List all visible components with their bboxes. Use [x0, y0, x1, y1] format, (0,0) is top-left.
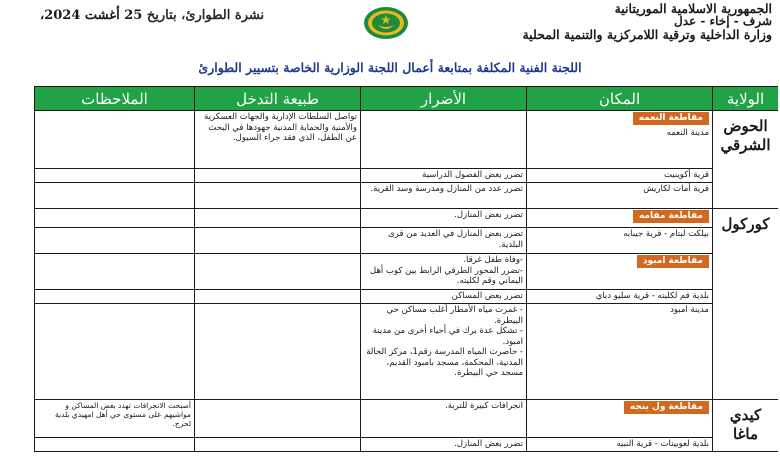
notes-cell: [35, 304, 195, 400]
notes-cell: [35, 111, 195, 169]
wilaya-cell: كيدي ماغا: [713, 400, 779, 452]
notes-cell: [35, 183, 195, 209]
intervention-cell: تواصل السلطات الإدارية والجهات العسكرية والأمنية والحماية المدنية جهودها في البحث عن الطفل، الذي فقد جراء السيول.: [195, 111, 361, 169]
damage-cell: تضرر بعض المنازل في العديد من قرى البلدية.: [361, 228, 527, 254]
notes-cell: [35, 438, 195, 452]
damage-cell: -وفاة طفل غرقا. -تضرر المحور الطرقي الرابط بين كوب أهل اليماني وقم لكليته.: [361, 254, 527, 290]
intervention-cell: [195, 438, 361, 452]
moqataa-badge: مقاطعة امبود: [637, 255, 709, 268]
place-cell: [527, 209, 713, 228]
table-row: [35, 304, 779, 400]
notes-cell: [35, 209, 195, 228]
column-header-intervention: طبيعة التدخل: [195, 87, 361, 111]
place-cell: [527, 254, 713, 290]
moqataa-badge: مقاطعة ول ينجه: [624, 401, 709, 414]
notes-cell: [35, 169, 195, 183]
table-row: [35, 169, 779, 183]
bulletin-date: 25 أغشت 2024،: [40, 8, 143, 23]
moqataa-badge: مقاطعة النعمه: [633, 112, 709, 125]
table-row: [35, 183, 779, 209]
place-cell: بلدية قم لكليته - قرية سليو دباي: [527, 290, 713, 304]
notes-cell: [35, 228, 195, 254]
damage-cell: تضرر بعض المنازل.: [361, 438, 527, 452]
damage-cell: - غمرت مياه الأمطار أغلب مساكن حي البيطرة. - تشكل عدة برك في أحياء أخرى من مدينة امبود. - حاصرت المياه المدرسة رقم1، مركز الحالة المدنية، المحكمة، مسجد بامبود القديم، مسجد حي البيطرة.: [361, 304, 527, 400]
bulletin-line: [40, 8, 264, 23]
table-row: [35, 438, 779, 452]
column-header-notes: الملاحظات: [35, 87, 195, 111]
moqataa-badge: مقاطعة مقامه: [633, 210, 709, 223]
place-cell: مدينة امبود: [527, 304, 713, 400]
emergency-table: [34, 86, 778, 452]
notes-cell: [35, 254, 195, 290]
damage-cell: تضرر بعض المنازل.: [361, 209, 527, 228]
place-cell: بلدية لعويينات - قرية النبيه: [527, 438, 713, 452]
republic-name: الجمهورية الاسلامية الموريتانية: [614, 1, 772, 16]
damage-cell: تضرر عدد من المنازل ومدرسة وسد القرية.: [361, 183, 527, 209]
damage-cell: تضرر بعض المساكن: [361, 290, 527, 304]
intervention-cell: [195, 169, 361, 183]
table-row: [35, 290, 779, 304]
intervention-cell: [195, 209, 361, 228]
place-cell: قرية أكوينيت: [527, 169, 713, 183]
emergency-table-wrapper: [34, 86, 778, 466]
notes-cell: [35, 290, 195, 304]
national-seal-icon: [362, 6, 410, 40]
committee-title: اللجنة الفنية المكلفة بمتابعة أعمال اللجنة الوزارية الخاصة بتسيير الطوارئ: [198, 60, 582, 75]
intervention-cell: [195, 254, 361, 290]
table-row: [35, 111, 779, 169]
national-motto: شرف - إخاء - عدل: [673, 14, 772, 28]
damage-cell: تضرر بعض الفصول الدراسية: [361, 169, 527, 183]
column-header-place: المكان: [527, 87, 713, 111]
column-header-damage: الأضرار: [361, 87, 527, 111]
intervention-cell: [195, 228, 361, 254]
place-cell: [527, 111, 713, 169]
intervention-cell: [195, 290, 361, 304]
intervention-cell: [195, 304, 361, 400]
bulletin-prefix: نشرة الطوارئ، بتاريخ: [142, 8, 265, 23]
table-row: [35, 400, 779, 438]
intervention-cell: [195, 183, 361, 209]
wilaya-cell: كوركول: [713, 209, 779, 400]
table-row: [35, 209, 779, 228]
place-cell: [527, 400, 713, 438]
official-heading: [522, 2, 772, 41]
place-cell: بيلكت لبتام - قرية جيبابه: [527, 228, 713, 254]
intervention-cell: [195, 400, 361, 438]
notes-cell: أصبحت الانجرافات تهدد بعض المساكن و مواشيهم على مستوى حي أهل امهيدي بلدية لحرج.: [35, 400, 195, 438]
document-header: [0, 0, 780, 56]
table-row: [35, 254, 779, 290]
place-cell: قرية أمات لكاريش: [527, 183, 713, 209]
ministry-name: وزارة الداخلية وترقية اللامركزية والتنمية المحلية: [522, 27, 772, 42]
column-header-wilaya: الولاية: [713, 87, 779, 111]
table-row: [35, 228, 779, 254]
table-header-row: [35, 87, 779, 111]
damage-cell: انجرافات كبيرة للتربة.: [361, 400, 527, 438]
wilaya-cell: الحوض الشرقي: [713, 111, 779, 209]
place-text: مدينة النعمه: [666, 128, 709, 138]
damage-cell: [361, 111, 527, 169]
